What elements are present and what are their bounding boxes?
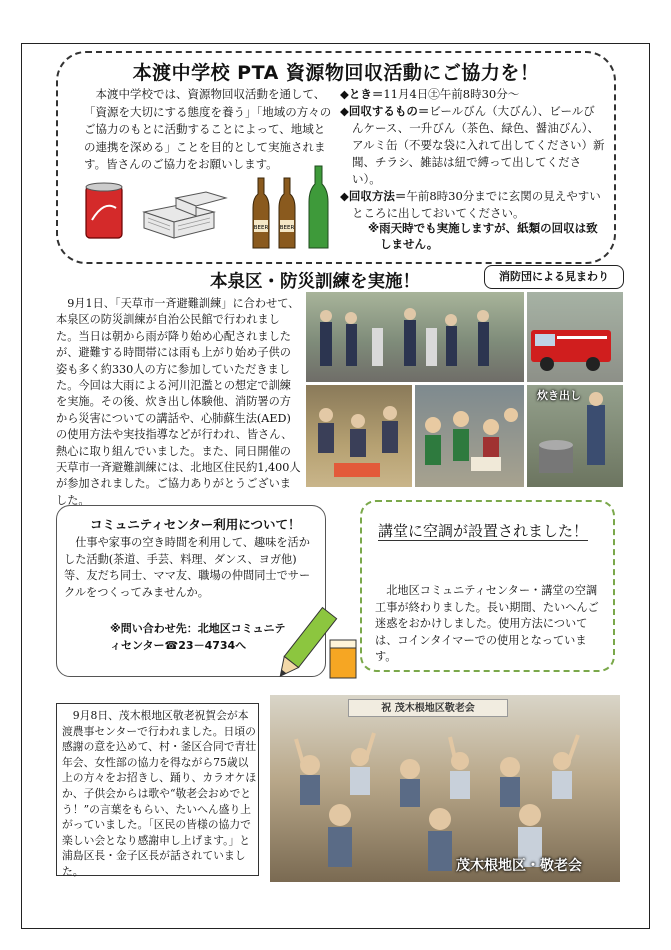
- aed-training-photo: [306, 385, 412, 487]
- keirou-body: 9月8日、茂木根地区敬老祝賀会が本渡農事センターで行われました。日頃の感謝の意を込めて、村・釜区合同で青壮年会、女性部の協力を得ながら75歳以上の方々をお招きし、踊り、カラオケほか、子供会からは歌や“敬老会おめでとう！”の言葉をもらい、たいへん盛り上がっていました。「区民の皆様の協力で楽しい会となり感謝申し上げます。」と浦島区長・金子区長が話されていました。: [62, 709, 257, 878]
- bottle-label: BEER: [279, 225, 295, 231]
- cooking-photo: [527, 385, 623, 487]
- fire-truck-photo: [527, 292, 623, 382]
- pencil-and-cup-icon: [272, 600, 362, 696]
- evacuation-walk-photo: [306, 292, 524, 382]
- keirou-party-photo: [270, 695, 620, 882]
- party-crowd: [270, 695, 620, 882]
- pta-body: 本渡中学校では、資源物回収活動を通して、「資源を大切にする態度を養う」「地域の方々のご協力のもとに活動することによって、地域との連携を深める」ことを目的として実施されます。皆さんのご協力をお願いします。: [84, 87, 332, 171]
- newspaper-bundle-icon: [136, 182, 231, 242]
- community-body: 仕事や家事の空き時間を利用して、趣味を活かした活動(茶道、手芸、料理、ダンス、ヨガ他)等、友だち同士、ママ友、職場の仲間同士でサークルをつくってみませんか。: [64, 536, 311, 599]
- bousai-body: 9月1日、「天草市一斉避難訓練」に合わせて、本泉区の防災訓練が自治公民館で行われました。当日は朝から雨が降り始め心配されましたが、避難する時間帯には雨も上がり始め子供の姿も多く約330人の方に参加していただきました。今回は大雨による河川氾濫との想定で訓練を実施。その後、炊き出し体験他、消防署の方から災害についての講話や、心肺蘇生法(AED)の使用方法や実技指導などが行われ、皆さん、熱心に取り組んでいました。また、同日開催の天草市一斉避難訓練には、北地区住民約1,400人が参加されました。ご協力ありがとうございました。: [56, 297, 301, 507]
- community-contact: ※問い合わせ先：北地区コミュニティセンター☎23－4734へ: [110, 622, 286, 652]
- pta-item: ◆とき＝11月4日㊏午前8時30分～: [340, 87, 520, 101]
- party-banner: 祝 茂木根地区敬老会: [348, 699, 508, 717]
- children-figures: [415, 385, 524, 487]
- pta-rain-note: ※雨天時でも実施しますが、紙類の回収は致しません。: [368, 221, 598, 251]
- beer-bottles-icon: [247, 172, 303, 250]
- keirou-photo-label: 茂木根地区・敬老会: [456, 858, 582, 874]
- pta-details: [340, 86, 605, 222]
- pta-title: 本渡中学校 PTA 資源物回収活動にご協力を！: [132, 62, 540, 84]
- participants-figures: [306, 385, 412, 487]
- aircon-body: 北地区コミュニティセンター・講堂の空調工事が終わりました。長い期間、たいへんご迷惑をおかけしました。使用方法については、コインタイマーでの使用となっています。: [375, 584, 599, 663]
- community-title: コミュニティセンター利用について！: [90, 517, 301, 532]
- bottle-label: BEER: [253, 225, 269, 231]
- green-bottle-icon: [303, 162, 335, 250]
- crowd-figures: [306, 292, 524, 382]
- children-lecture-photo: [415, 385, 524, 487]
- fire-patrol-label: 消防団による見まわり: [484, 265, 624, 289]
- pta-item: ◆回収するもの＝ビールびん（大びん）、ビールびんケース、一升びん（茶色、緑色、醤油びん）、アルミ缶（不要な袋に入れて出してください）新聞、チラシ、雑誌は紐で縛って出してください）。: [340, 104, 605, 186]
- soda-can-icon: [80, 180, 130, 242]
- aircon-title: 講堂に空調が設置されました！: [378, 522, 589, 540]
- bousai-title: 本泉区・防災訓練を実施！: [210, 272, 420, 292]
- fire-truck-icon: [527, 292, 623, 382]
- pta-item: ◆回収方法＝午前8時30分までに玄関の見えやすいところに出しておいてください。: [340, 189, 601, 220]
- cooking-label: 炊き出し: [537, 389, 581, 402]
